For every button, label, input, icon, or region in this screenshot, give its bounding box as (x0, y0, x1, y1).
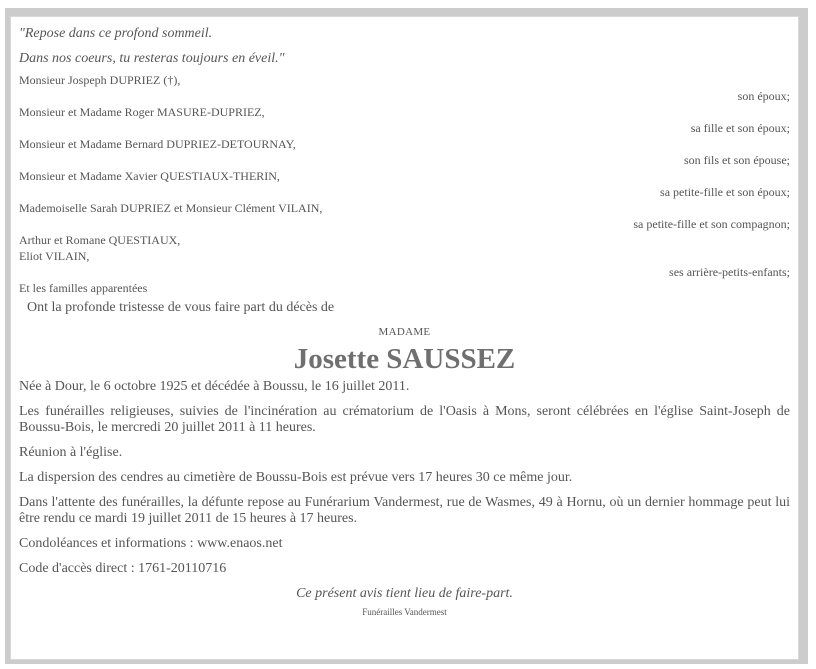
quote-line-2: Dans nos coeurs, tu resteras toujours en éveil." (19, 51, 285, 66)
meeting-paragraph: Réunion à l'église. (19, 445, 123, 460)
family-member-1: Monsieur Jospeph DUPRIEZ (†), (19, 73, 181, 87)
family-member-7: Eliot VILAIN, (19, 249, 90, 263)
quote-line-1: "Repose dans ce profond sommeil. (19, 26, 213, 41)
family-extended: Et les familles apparentées (19, 281, 148, 295)
deceased-name: Josette SAUSSEZ (293, 343, 516, 375)
notice-line: Ce présent avis tient lieu de faire-part. (296, 586, 513, 601)
family-member-4: Monsieur et Madame Xavier QUESTIAUX-THERIN, (19, 169, 280, 183)
family-relation-5: sa petite-fille et son compagnon; (633, 217, 790, 231)
ashes-paragraph: La dispersion des cendres au cimetière de Boussu-Bois est prévue vers 17 heures 30 ce même jour. (19, 470, 573, 485)
funeral-paragraph: Les funérailles religieuses, suivies de l'incinération au crématorium de l'Oasis à Mons, seront célébrées en l'église Saint-Joseph de Boussu-Bois, le mercredi 20 juillet 2011 à 11 heures. (19, 404, 790, 435)
deceased-title: MADAME (378, 326, 431, 338)
family-member-5: Mademoiselle Sarah DUPRIEZ et Monsieur Clément VILAIN, (19, 201, 323, 215)
family-member-6: Arthur et Romane QUESTIAUX, (19, 233, 181, 247)
family-relation-4: sa petite-fille et son époux; (660, 185, 790, 199)
family-member-2: Monsieur et Madame Roger MASURE-DUPRIEZ, (19, 105, 265, 119)
condolences-paragraph: Condoléances et informations : www.enaos.net (19, 536, 283, 551)
family-relation-2: sa fille et son époux; (690, 121, 790, 135)
family-relation-3: son fils et son épouse; (684, 153, 790, 167)
announcement-intro: Ont la profonde tristesse de vous faire part du décès de (27, 300, 335, 315)
family-member-3: Monsieur et Madame Bernard DUPRIEZ-DETOURNAY, (19, 137, 296, 151)
obituary-content (19, 25, 790, 617)
family-relation-1: son époux; (737, 89, 790, 103)
visitation-paragraph: Dans l'attente des funérailles, la défunte repose au Funérarium Vandermest, rue de Wasmes, 49 à Hornu, où un dernier hommage peut lui être rendu ce mardi 19 juillet 2011 de 15 heures à 17 heures. (19, 495, 790, 526)
obituary-card (10, 16, 799, 660)
funeral-home-footer: Funérailles Vandermest (362, 607, 447, 617)
birth-death-paragraph: Née à Dour, le 6 octobre 1925 et décédée à Boussu, le 16 juillet 2011. (19, 379, 410, 394)
family-relation-6: ses arrière-petits-enfants; (669, 265, 790, 279)
access-code-paragraph: Code d'accès direct : 1761-20110716 (19, 561, 227, 576)
family-list (19, 72, 790, 296)
